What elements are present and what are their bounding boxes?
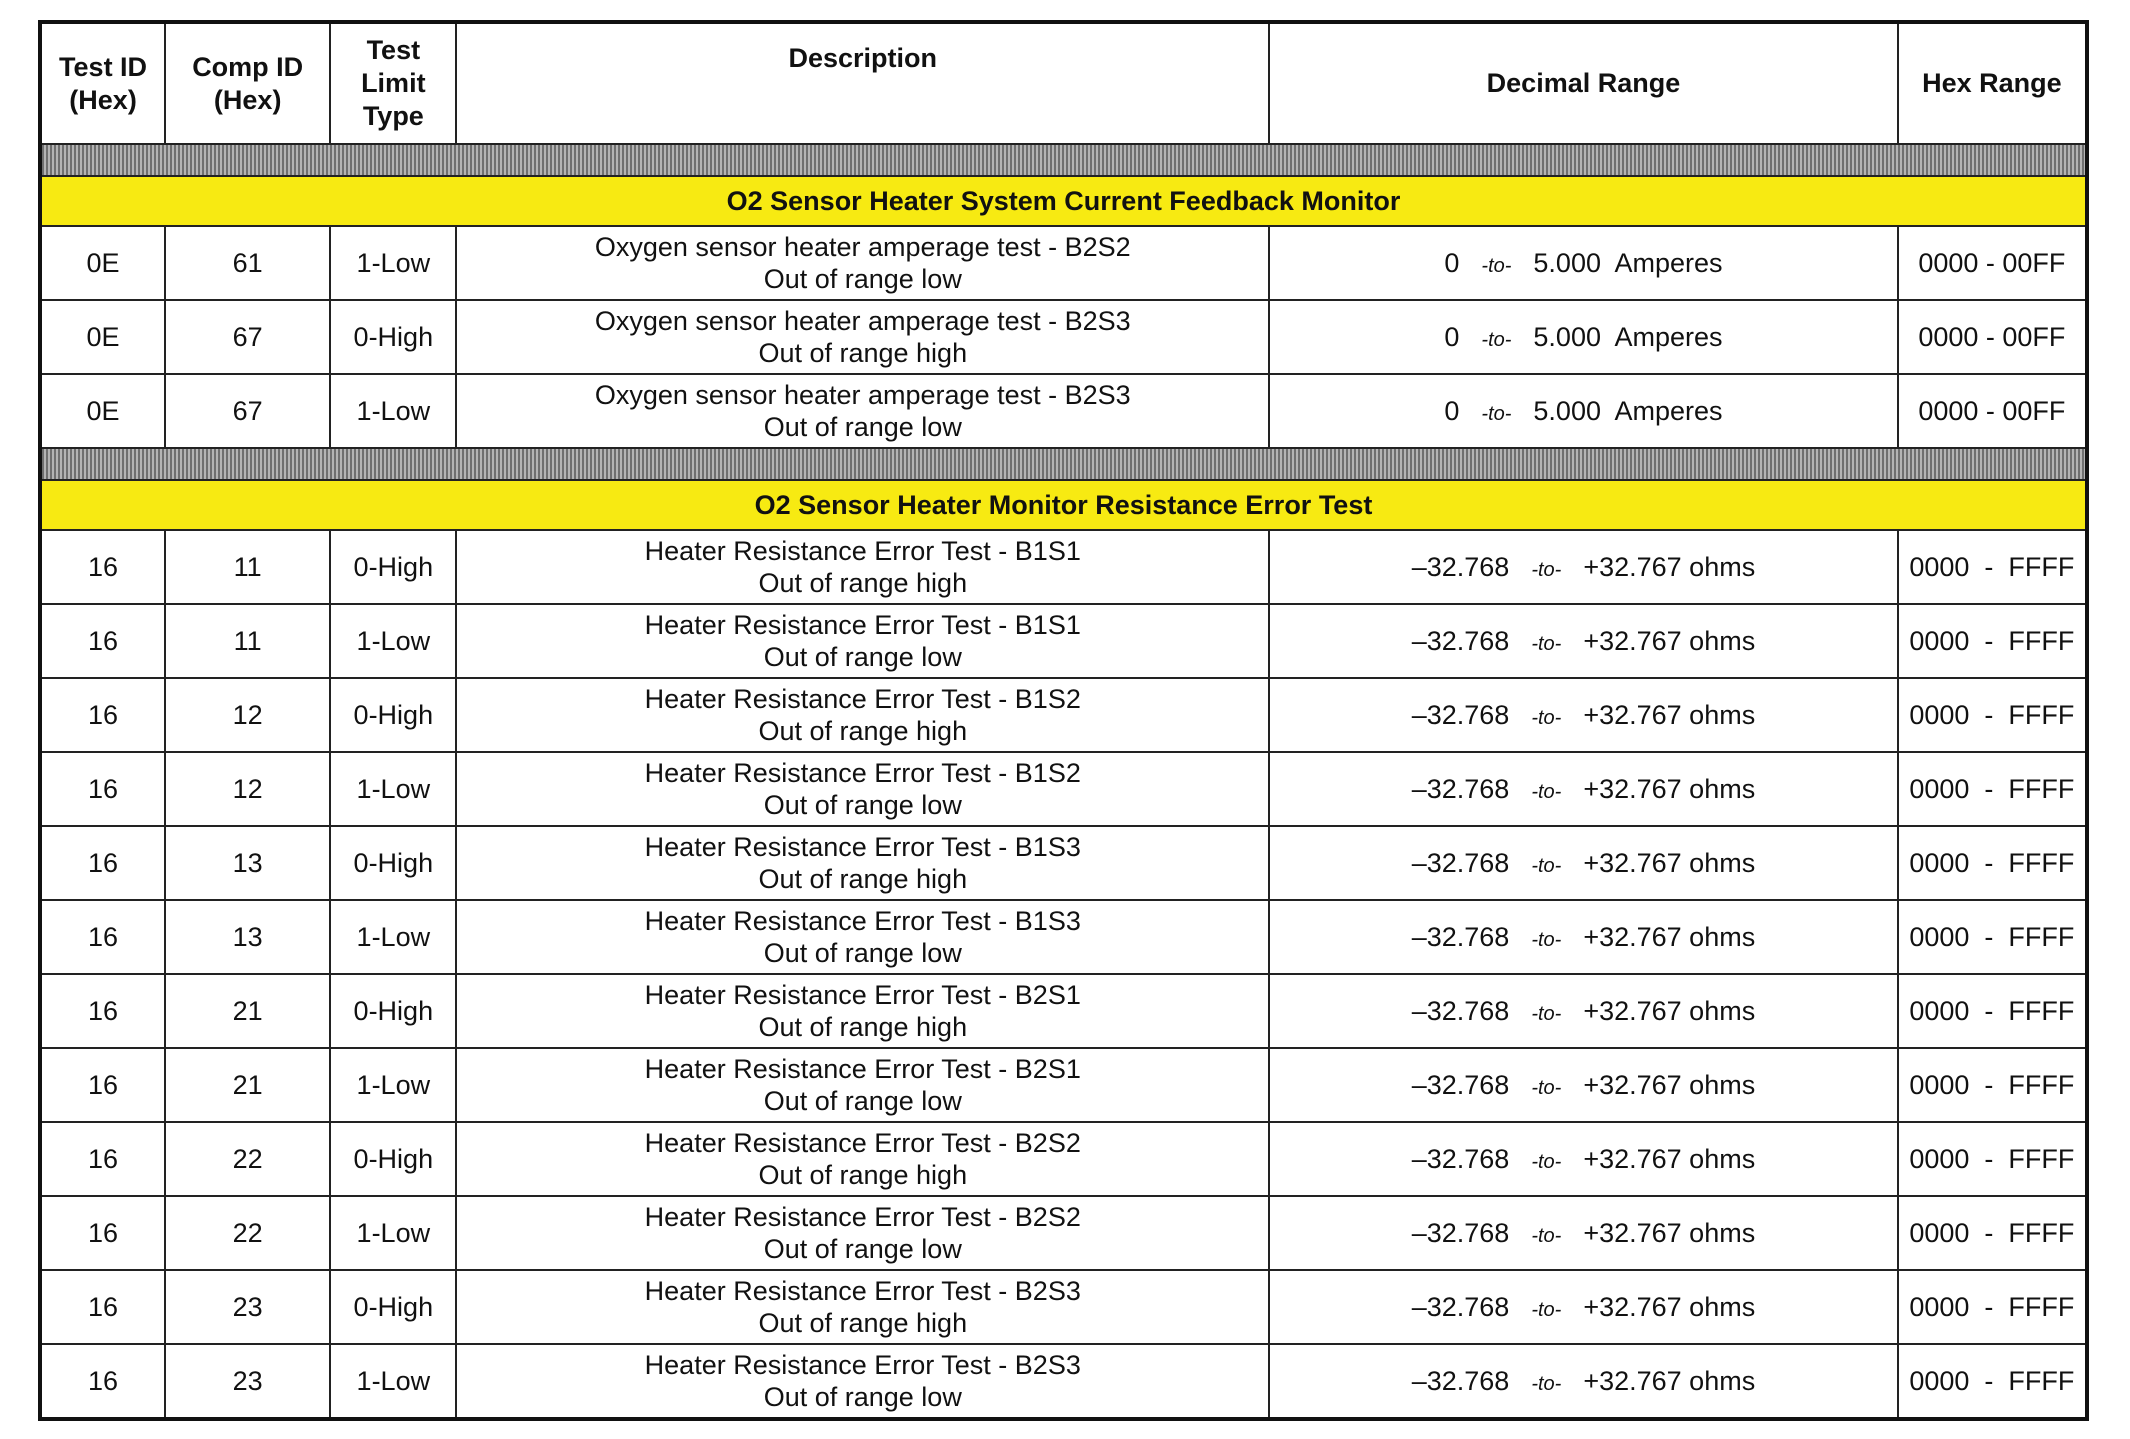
test-id-cell: 16 <box>40 900 165 974</box>
divider-bar <box>40 448 2087 480</box>
section-divider <box>40 448 2087 480</box>
range-separator: -to- <box>1481 254 1512 277</box>
decimal-range-cell <box>1269 974 1898 1048</box>
limit-type-cell: 0-High <box>330 1122 456 1196</box>
table-row <box>40 1270 2087 1344</box>
description-condition: Out of range low <box>763 938 962 968</box>
range-min: –32.768 <box>1411 1365 1510 1396</box>
table-row <box>40 300 2087 374</box>
limit-type-cell: 0-High <box>330 974 456 1048</box>
range-separator: -to- <box>1531 1076 1562 1099</box>
decimal-range-cell <box>1269 826 1898 900</box>
decimal-range-cell <box>1269 374 1898 448</box>
limit-type-cell: 1-Low <box>330 1048 456 1122</box>
hex-range-cell: 0000 - FFFF <box>1898 900 2087 974</box>
description-condition: Out of range high <box>758 338 968 368</box>
description-condition: Out of range low <box>763 1086 962 1116</box>
range-min: –32.768 <box>1411 625 1510 656</box>
description-line: Heater Resistance Error Test - B1S3 <box>644 832 1081 862</box>
test-id-cell: 16 <box>40 1122 165 1196</box>
description-cell <box>456 1122 1269 1196</box>
decimal-range-cell <box>1269 752 1898 826</box>
table-row <box>40 530 2087 604</box>
range-max: +32.767 ohms <box>1583 1291 1756 1322</box>
hex-range-cell: 0000 - FFFF <box>1898 1196 2087 1270</box>
range-min: –32.768 <box>1411 1069 1510 1100</box>
range-separator: -to- <box>1531 928 1562 951</box>
section-divider <box>40 144 2087 176</box>
header-comp-id: Comp ID (Hex) <box>165 22 330 144</box>
section-title: O2 Sensor Heater Monitor Resistance Error Test <box>40 480 2087 530</box>
description-line: Heater Resistance Error Test - B2S2 <box>644 1202 1081 1232</box>
divider-bar <box>40 144 2087 176</box>
range-max: +32.767 ohms <box>1583 699 1756 730</box>
comp-id-cell: 23 <box>165 1344 330 1419</box>
comp-id-cell: 22 <box>165 1196 330 1270</box>
test-id-cell: 16 <box>40 974 165 1048</box>
test-id-cell: 0E <box>40 226 165 300</box>
description-condition: Out of range high <box>758 1160 968 1190</box>
range-max: 5.000 Amperes <box>1533 321 1723 352</box>
range-separator: -to- <box>1481 402 1512 425</box>
hex-range-cell: 0000 - FFFF <box>1898 604 2087 678</box>
range-min: –32.768 <box>1411 1217 1510 1248</box>
description-condition: Out of range high <box>758 1308 968 1338</box>
description-line: Heater Resistance Error Test - B1S1 <box>644 610 1081 640</box>
limit-type-cell: 1-Low <box>330 900 456 974</box>
test-id-cell: 16 <box>40 1196 165 1270</box>
test-id-cell: 16 <box>40 530 165 604</box>
range-separator: -to- <box>1531 1224 1562 1247</box>
description-cell <box>456 226 1269 300</box>
description-cell <box>456 530 1269 604</box>
range-separator: -to- <box>1531 1372 1562 1395</box>
hex-range-cell: 0000 - FFFF <box>1898 530 2087 604</box>
description-line: Oxygen sensor heater amperage test - B2S3 <box>594 380 1131 410</box>
test-id-cell: 0E <box>40 300 165 374</box>
range-max: +32.767 ohms <box>1583 1365 1756 1396</box>
description-line: Heater Resistance Error Test - B2S1 <box>644 980 1081 1010</box>
range-max: +32.767 ohms <box>1583 921 1756 952</box>
hex-range-cell: 0000 - 00FF <box>1898 374 2087 448</box>
range-separator: -to- <box>1531 706 1562 729</box>
range-max: +32.767 ohms <box>1583 551 1756 582</box>
decimal-range-cell <box>1269 530 1898 604</box>
range-min: –32.768 <box>1411 699 1510 730</box>
description-line: Heater Resistance Error Test - B1S2 <box>644 684 1081 714</box>
decimal-range-cell <box>1269 226 1898 300</box>
description-cell <box>456 1270 1269 1344</box>
hex-range-cell: 0000 - FFFF <box>1898 752 2087 826</box>
description-line: Heater Resistance Error Test - B2S3 <box>644 1350 1081 1380</box>
header-test-id: Test ID (Hex) <box>40 22 165 144</box>
range-min: –32.768 <box>1411 551 1510 582</box>
range-separator: -to- <box>1531 632 1562 655</box>
description-cell <box>456 974 1269 1048</box>
limit-type-cell: 1-Low <box>330 1344 456 1419</box>
description-cell <box>456 300 1269 374</box>
table-row <box>40 226 2087 300</box>
table-row <box>40 826 2087 900</box>
description-line: Heater Resistance Error Test - B2S3 <box>644 1276 1081 1306</box>
range-min: 0 <box>1444 395 1460 426</box>
comp-id-cell: 11 <box>165 530 330 604</box>
description-cell <box>456 604 1269 678</box>
table-row <box>40 900 2087 974</box>
comp-id-cell: 13 <box>165 826 330 900</box>
range-max: +32.767 ohms <box>1583 995 1756 1026</box>
hex-range-cell: 0000 - FFFF <box>1898 974 2087 1048</box>
range-max: +32.767 ohms <box>1583 1069 1756 1100</box>
test-id-cell: 16 <box>40 752 165 826</box>
decimal-range-cell <box>1269 1196 1898 1270</box>
table-row <box>40 1122 2087 1196</box>
description-line: Heater Resistance Error Test - B1S3 <box>644 906 1081 936</box>
range-max: +32.767 ohms <box>1583 1217 1756 1248</box>
range-min: –32.768 <box>1411 921 1510 952</box>
range-separator: -to- <box>1531 1002 1562 1025</box>
description-line: Heater Resistance Error Test - B2S1 <box>644 1054 1081 1084</box>
table-row <box>40 1048 2087 1122</box>
range-min: –32.768 <box>1411 847 1510 878</box>
comp-id-cell: 21 <box>165 974 330 1048</box>
comp-id-cell: 21 <box>165 1048 330 1122</box>
table-row <box>40 974 2087 1048</box>
description-cell <box>456 1048 1269 1122</box>
limit-type-cell: 0-High <box>330 678 456 752</box>
limit-type-cell: 1-Low <box>330 752 456 826</box>
range-max: +32.767 ohms <box>1583 1143 1756 1174</box>
description-cell <box>456 1196 1269 1270</box>
limit-type-cell: 1-Low <box>330 1196 456 1270</box>
description-line: Heater Resistance Error Test - B1S2 <box>644 758 1081 788</box>
limit-type-cell: 1-Low <box>330 604 456 678</box>
comp-id-cell: 61 <box>165 226 330 300</box>
range-max: +32.767 ohms <box>1583 773 1756 804</box>
comp-id-cell: 23 <box>165 1270 330 1344</box>
range-min: –32.768 <box>1411 1291 1510 1322</box>
description-cell <box>456 900 1269 974</box>
test-id-cell: 0E <box>40 374 165 448</box>
test-id-cell: 16 <box>40 826 165 900</box>
test-id-cell: 16 <box>40 678 165 752</box>
description-line: Oxygen sensor heater amperage test - B2S3 <box>594 306 1131 336</box>
table-row <box>40 678 2087 752</box>
range-separator: -to- <box>1531 558 1562 581</box>
description-line: Heater Resistance Error Test - B2S2 <box>644 1128 1081 1158</box>
hex-range-cell: 0000 - FFFF <box>1898 826 2087 900</box>
limit-type-cell: 1-Low <box>330 374 456 448</box>
description-cell <box>456 752 1269 826</box>
description-condition: Out of range low <box>763 264 962 294</box>
section-header-row <box>40 480 2087 530</box>
range-max: +32.767 ohms <box>1583 847 1756 878</box>
test-id-cell: 16 <box>40 1270 165 1344</box>
comp-id-cell: 12 <box>165 752 330 826</box>
test-limits-table <box>38 20 2089 1421</box>
decimal-range-cell <box>1269 604 1898 678</box>
range-min: 0 <box>1444 321 1460 352</box>
range-separator: -to- <box>1481 328 1512 351</box>
comp-id-cell: 13 <box>165 900 330 974</box>
comp-id-cell: 11 <box>165 604 330 678</box>
description-cell <box>456 826 1269 900</box>
decimal-range-cell <box>1269 678 1898 752</box>
section-title: O2 Sensor Heater System Current Feedback Monitor <box>40 176 2087 226</box>
description-condition: Out of range high <box>758 716 968 746</box>
table-row <box>40 604 2087 678</box>
description-condition: Out of range low <box>763 1382 962 1412</box>
description-condition: Out of range low <box>763 1234 962 1264</box>
comp-id-cell: 67 <box>165 374 330 448</box>
header-description: Description <box>456 22 1269 144</box>
decimal-range-cell <box>1269 900 1898 974</box>
hex-range-cell: 0000 - FFFF <box>1898 1270 2087 1344</box>
header-limit-type: Test Limit Type <box>330 22 456 144</box>
decimal-range-cell <box>1269 1048 1898 1122</box>
range-separator: -to- <box>1531 854 1562 877</box>
description-condition: Out of range high <box>758 568 968 598</box>
range-min: –32.768 <box>1411 773 1510 804</box>
description-condition: Out of range high <box>758 1012 968 1042</box>
range-max: 5.000 Amperes <box>1533 247 1723 278</box>
hex-range-cell: 0000 - FFFF <box>1898 678 2087 752</box>
test-id-cell: 16 <box>40 604 165 678</box>
description-condition: Out of range low <box>763 642 962 672</box>
range-max: +32.767 ohms <box>1583 625 1756 656</box>
table-row <box>40 1196 2087 1270</box>
range-min: –32.768 <box>1411 995 1510 1026</box>
description-line: Oxygen sensor heater amperage test - B2S2 <box>594 232 1131 262</box>
limit-type-cell: 0-High <box>330 826 456 900</box>
range-min: –32.768 <box>1411 1143 1510 1174</box>
limit-type-cell: 1-Low <box>330 226 456 300</box>
hex-range-cell: 0000 - 00FF <box>1898 300 2087 374</box>
range-max: 5.000 Amperes <box>1533 395 1723 426</box>
table-row <box>40 752 2087 826</box>
range-separator: -to- <box>1531 1298 1562 1321</box>
description-condition: Out of range low <box>763 412 962 442</box>
description-line: Heater Resistance Error Test - B1S1 <box>644 536 1081 566</box>
decimal-range-cell <box>1269 300 1898 374</box>
decimal-range-cell <box>1269 1270 1898 1344</box>
comp-id-cell: 67 <box>165 300 330 374</box>
range-separator: -to- <box>1531 780 1562 803</box>
description-cell <box>456 1344 1269 1419</box>
description-cell <box>456 678 1269 752</box>
range-separator: -to- <box>1531 1150 1562 1173</box>
range-min: 0 <box>1444 247 1460 278</box>
header-decimal-range: Decimal Range <box>1269 22 1898 144</box>
limit-type-cell: 0-High <box>330 1270 456 1344</box>
comp-id-cell: 12 <box>165 678 330 752</box>
comp-id-cell: 22 <box>165 1122 330 1196</box>
limit-type-cell: 0-High <box>330 300 456 374</box>
decimal-range-cell <box>1269 1122 1898 1196</box>
hex-range-cell: 0000 - FFFF <box>1898 1048 2087 1122</box>
table-row <box>40 1344 2087 1419</box>
hex-range-cell: 0000 - FFFF <box>1898 1122 2087 1196</box>
section-header-row <box>40 176 2087 226</box>
header-hex-range: Hex Range <box>1898 22 2087 144</box>
description-condition: Out of range high <box>758 864 968 894</box>
hex-range-cell: 0000 - FFFF <box>1898 1344 2087 1419</box>
test-id-cell: 16 <box>40 1048 165 1122</box>
limit-type-cell: 0-High <box>330 530 456 604</box>
description-condition: Out of range low <box>763 790 962 820</box>
header-row <box>40 22 2087 144</box>
description-cell <box>456 374 1269 448</box>
hex-range-cell: 0000 - 00FF <box>1898 226 2087 300</box>
decimal-range-cell <box>1269 1344 1898 1419</box>
test-id-cell: 16 <box>40 1344 165 1419</box>
table-row <box>40 374 2087 448</box>
